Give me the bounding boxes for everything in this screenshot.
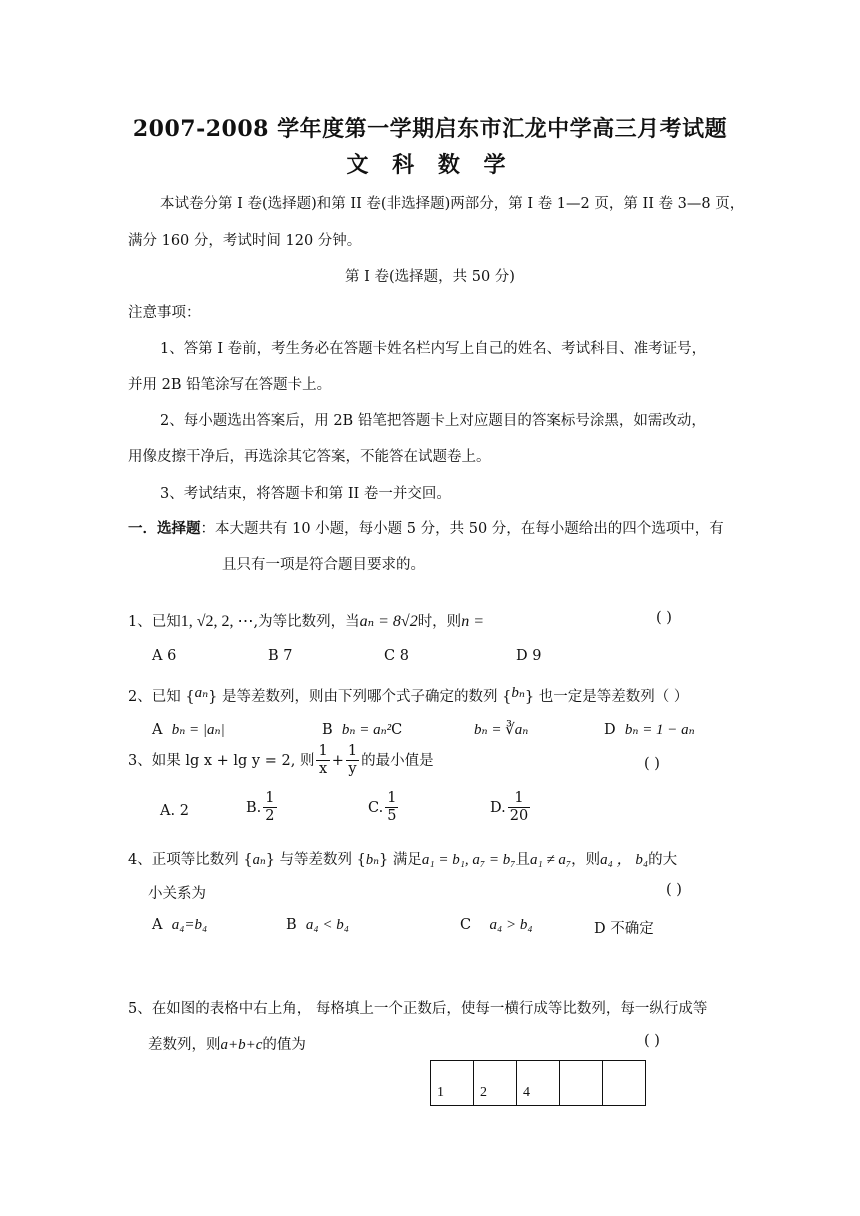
table-cell: 4: [517, 1061, 560, 1106]
q2-option-c: [474, 720, 528, 739]
section-1-label: 一．选择题: [128, 520, 201, 537]
q2-option-b: [322, 720, 402, 739]
q3-option-d-numerator: 1: [508, 790, 530, 808]
q2-option-a-label: A: [152, 722, 163, 738]
q4-text-c: } 满足: [379, 852, 422, 868]
q4-option-c-label: C: [460, 917, 472, 933]
note-2-line-2: 用像皮擦干净后，再选涂其它答案，不能答在试题卷上。: [128, 449, 491, 465]
q1-variable: n =: [461, 613, 484, 630]
q4-text-a: 4、正项等比数列 {: [128, 852, 253, 868]
notes-heading: 注意事项：: [128, 305, 201, 321]
q1-option-a: A 6: [152, 648, 177, 664]
q3-option-d-fraction: [508, 790, 530, 826]
q2-option-a: [152, 720, 225, 739]
q1-mid: ,为等比数列，当: [253, 614, 360, 630]
q3-option-d-label: D.: [490, 799, 506, 816]
q4-bn: bₙ: [365, 852, 380, 868]
q4-an: aₙ: [252, 852, 266, 868]
q4-option-b-math: a₄ < b₄: [305, 917, 349, 933]
exam-title: 2007-2008 学年度第一学期启东市汇龙中学高三月考试题: [132, 116, 728, 142]
q5-text-a: 差数列，则: [148, 1037, 221, 1053]
q3-frac1-denominator: x: [318, 761, 328, 778]
q4-option-a: [152, 917, 207, 934]
q1-sequence: 1, √2, 2, ⋯: [180, 613, 254, 630]
q2-option-b-label: B: [322, 722, 333, 738]
q2-text-b: } 是等差数列，则由下列哪个式子确定的数列 {: [208, 689, 512, 705]
q3-option-b-numerator: 1: [263, 790, 276, 808]
question-5-line-2: [148, 1033, 306, 1054]
q2-option-c-label: C: [391, 722, 403, 738]
q4-vars: a₄ ， b₄: [600, 852, 649, 868]
q4-option-a-math: a₄=b₄: [171, 917, 208, 933]
q3-option-c-label: C.: [368, 799, 384, 816]
question-4: [128, 848, 677, 869]
q2-option-c-math: bₙ = ∛aₙ: [474, 722, 529, 738]
q4-tail: 的大: [648, 852, 678, 868]
q3-prefix: 3、如果 lg x + lg y = 2, 则: [128, 752, 315, 769]
q1-tail: 时，则: [417, 614, 462, 630]
table-cell: 2: [474, 1061, 517, 1106]
q4-condition-2: a₁ ≠ a₇: [529, 852, 572, 868]
q3-option-d-denominator: 20: [509, 808, 529, 825]
q3-option-c-denominator: 5: [387, 808, 397, 825]
question-1: [128, 610, 484, 631]
question-5-line-1: 5、在如图的表格中右上角， 每格填上一个正数后，使每一横行成等比数列，每一纵行成等: [128, 1001, 708, 1017]
q2-option-d: [604, 720, 695, 739]
q3-option-b-label: B.: [246, 799, 262, 816]
q4-option-d: D 不确定: [594, 921, 654, 937]
q5-answer-paren: ( ): [644, 1033, 660, 1049]
q4-text-b: } 与等差数列 {: [265, 852, 366, 868]
q2-bn: bₙ: [511, 685, 525, 701]
q2-option-a-math: bₙ = |aₙ|: [171, 722, 225, 738]
q3-option-c-numerator: 1: [385, 790, 398, 808]
q3-option-b: [246, 790, 279, 826]
q3-option-b-denominator: 2: [265, 808, 275, 825]
q1-option-b: B 7: [268, 648, 293, 664]
q5-table: [430, 1060, 646, 1106]
q4-and: 且: [515, 852, 530, 868]
q3-frac2-denominator: y: [348, 761, 357, 778]
q3-plus: +: [331, 752, 344, 769]
q4-option-b: [286, 917, 349, 934]
q2-option-d-math: bₙ = 1 − aₙ: [624, 722, 695, 738]
q5-sum: a+b+c: [220, 1037, 263, 1053]
q3-option-d: [490, 790, 532, 826]
q3-option-a: A. 2: [160, 803, 189, 819]
q3-option-c: [368, 790, 400, 826]
table-cell: [603, 1061, 646, 1106]
q4-option-a-label: A: [152, 917, 163, 933]
q2-text-c: } 也一定是等差数列（ ）: [524, 689, 689, 705]
q2-an: aₙ: [194, 685, 209, 701]
table-row: [431, 1061, 646, 1106]
table-cell: 1: [431, 1061, 474, 1106]
q2-option-b-math: bₙ = aₙ²: [341, 722, 392, 738]
section-1-desc-2: 且只有一项是符合题目要求的。: [222, 557, 425, 573]
q3-option-c-fraction: [385, 790, 398, 826]
q4-answer-paren: ( ): [666, 882, 682, 898]
q1-condition: aₙ = 8√2: [359, 613, 418, 630]
question-3: [128, 743, 434, 779]
q4-option-b-label: B: [286, 917, 297, 933]
table-cell: [560, 1061, 603, 1106]
q2-text-a: 2、已知 {: [128, 689, 195, 705]
note-2-line-1: 2、每小题选出答案后，用 2B 铅笔把答题卡上对应题目的答案标号涂黑，如需改动，: [160, 413, 706, 429]
exam-subtitle: 文 科 数 学: [346, 152, 514, 178]
q4-condition: a₁ = b₁, a₇ = b₇: [421, 852, 516, 868]
note-1-line-2: 并用 2B 铅笔涂写在答题卡上。: [128, 377, 332, 393]
section-1-desc: ：本大题共有 10 小题，每小题 5 分，共 50 分，在每小题给出的四个选项中，有: [200, 521, 724, 537]
q4-option-c: [460, 917, 533, 934]
q3-frac2-numerator: 1: [346, 743, 359, 761]
q4-line-2: 小关系为: [148, 886, 206, 902]
q2-option-d-label: D: [604, 722, 616, 738]
q3-frac1-numerator: 1: [316, 743, 329, 761]
q3-fraction-2: [346, 743, 359, 779]
q1-option-c: C 8: [384, 648, 409, 664]
q3-answer-paren: ( ): [644, 756, 660, 772]
note-1-line-1: 1、答第 I 卷前，考生务必在答题卡姓名栏内写上自己的姓名、考试科目、准考证号，: [160, 341, 707, 357]
part1-heading: 第 I 卷(选择题，共 50 分): [345, 269, 515, 285]
section-1-intro: [128, 517, 724, 538]
question-2: [128, 683, 688, 706]
q4-comma: ，则: [571, 852, 601, 868]
q4-option-c-math: a₄ > b₄: [489, 917, 533, 933]
q5-text-b: 的值为: [262, 1037, 306, 1053]
q3-tail: 的最小值是: [361, 752, 434, 769]
q3-fraction-1: [316, 743, 329, 779]
note-3: 3、考试结束，将答题卡和第 II 卷一并交回。: [160, 486, 451, 502]
q3-option-b-fraction: [263, 790, 276, 826]
intro-line-2: 满分 160 分，考试时间 120 分钟。: [128, 233, 362, 249]
intro-line-1: 本试卷分第 I 卷(选择题)和第 II 卷(非选择题)两部分，第 I 卷 1—2 页，第 II 卷 3—8 页，: [160, 196, 745, 212]
q1-option-d: D 9: [516, 648, 542, 664]
q1-prefix: 1、已知: [128, 614, 181, 630]
q1-answer-paren: ( ): [656, 610, 672, 626]
